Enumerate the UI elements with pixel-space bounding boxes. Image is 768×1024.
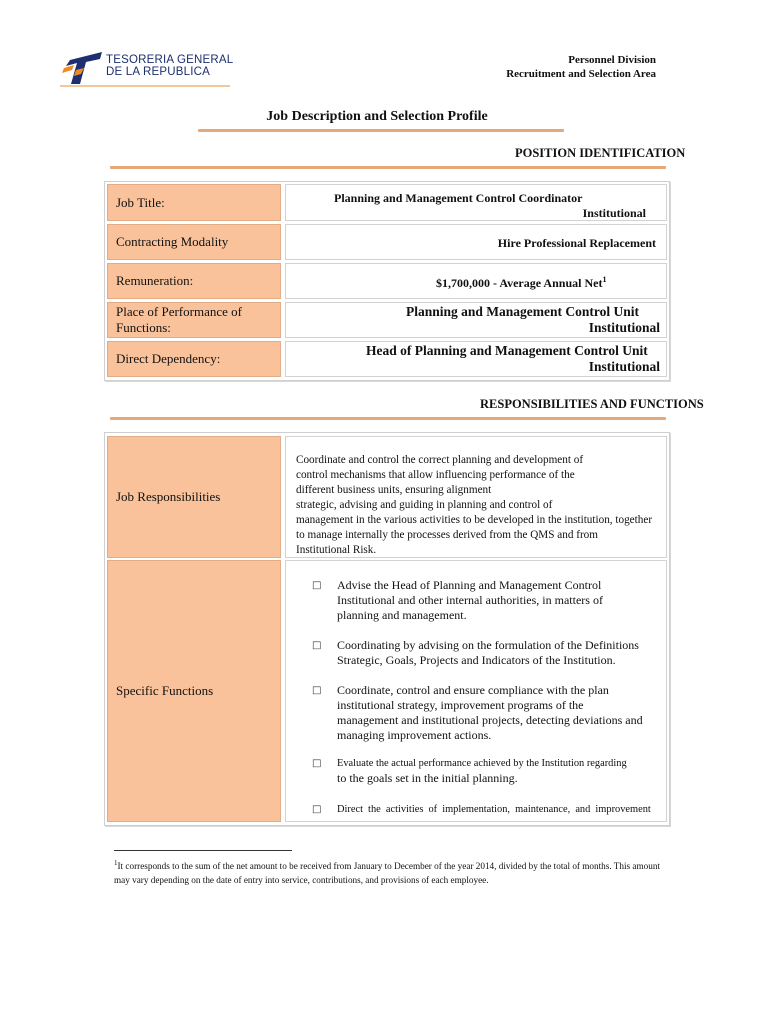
function-item [337,578,657,623]
table-row [107,341,667,377]
table-row [107,224,667,260]
text-line: Coordinating by advising on the formulation of the Definitions [337,638,639,652]
remuneration-amount: $1,700,000 - Average Annual Net [436,276,603,290]
remuneration-value [436,275,606,291]
section-rule [110,166,666,169]
bullet-icon: □ [312,685,322,696]
job-title-line1: Planning and Management Control Coordinator [334,191,583,205]
row-label: Job Responsibilities [107,436,281,558]
section-rule [110,417,666,420]
text-line: different business units, ensuring alignment [296,484,492,496]
place-line2: Institutional [588,320,660,335]
row-label: Job Title: [107,184,281,221]
row-label: Direct Dependency: [107,341,281,377]
row-label: Contracting Modality [107,224,281,260]
text-line: Direct the activities of implementation, maintenance, and improvement [337,804,651,815]
function-item [337,638,657,668]
org-name-line2: DE LA REPUBLICA [106,66,210,78]
text-line: Coordinate, control and ensure compliance with the plan [337,683,609,697]
footnote-ref[interactable]: 1 [602,275,607,284]
row-value [285,341,667,377]
text-line: control mechanisms that allow influencing performance of the [296,469,575,481]
text-line: to manage internally the processes derived from the QMS and from [296,529,598,541]
row-value [285,184,667,221]
text-line: management and institutional projects, detecting deviations and [337,713,643,727]
text-line: Institutional Risk. [296,544,377,556]
table-row [107,302,667,338]
row-label: Remuneration: [107,263,281,299]
function-item [337,683,657,743]
text-line: strategic, advising and guiding in planning and control of [296,499,553,511]
job-title-line2: Institutional [582,206,646,220]
text-line: Institutional and other internal authorities, in matters of [337,593,603,607]
text-line: Advise the Head of Planning and Management Control [337,578,602,592]
text-line: managing improvement actions. [337,728,492,742]
dependency-line1: Head of Planning and Management Control Unit [366,343,648,358]
section-heading-responsibilities: RESPONSIBILITIES AND FUNCTIONS [480,397,704,411]
org-name-line1: TESORERIA GENERAL [106,54,234,66]
contract-modality-value: Hire Professional Replacement [497,236,656,250]
document-title: Job Description and Selection Profile [266,109,488,124]
bullet-icon: □ [312,640,322,651]
text-line: Evaluate the actual performance achieved by the Institution regarding [337,758,627,769]
function-item [337,802,657,817]
footnote-separator [114,850,292,851]
text-line: to the goals set in the initial planning. [337,771,518,785]
table-row [107,184,667,221]
text-line: planning and management. [337,608,467,622]
text-line: management in the various activities to be developed in the institution, together [296,514,653,526]
bullet-icon: □ [312,580,322,591]
text-line: institutional strategy, improvement programs of the [337,698,584,712]
org-name [106,54,233,78]
logo-divider [60,85,230,87]
division-name: Personnel Division [568,54,656,66]
row-label: Place of Performance of Functions: [107,302,281,338]
text-line: Strategic, Goals, Projects and Indicators of the Institution. [337,653,616,667]
responsibilities-text [296,453,653,558]
title-underline [198,129,564,132]
row-value [285,263,667,299]
table-row [107,263,667,299]
department-header [506,53,656,81]
bullet-icon: □ [312,804,322,815]
bullet-icon: □ [312,758,322,769]
footnote-marker: 1 [114,859,118,867]
dependency-line2: Institutional [588,359,660,374]
position-table [104,181,670,381]
section-heading-position: POSITION IDENTIFICATION [515,146,686,160]
row-value [285,224,667,260]
row-label: Specific Functions [107,560,281,822]
footnote-text: It corresponds to the sum of the net amount to be received from January to December of the year 2014, divided by the total of months. This amount may vary depending on the date of entry into service, contributions, and provisions of each employee. [114,861,660,886]
text-line: Coordinate and control the correct planning and development of [296,454,584,466]
function-item [337,756,657,786]
row-value [285,302,667,338]
place-line1: Planning and Management Control Unit [406,304,640,319]
footnote [114,856,660,887]
area-name: Recruitment and Selection Area [506,68,656,80]
